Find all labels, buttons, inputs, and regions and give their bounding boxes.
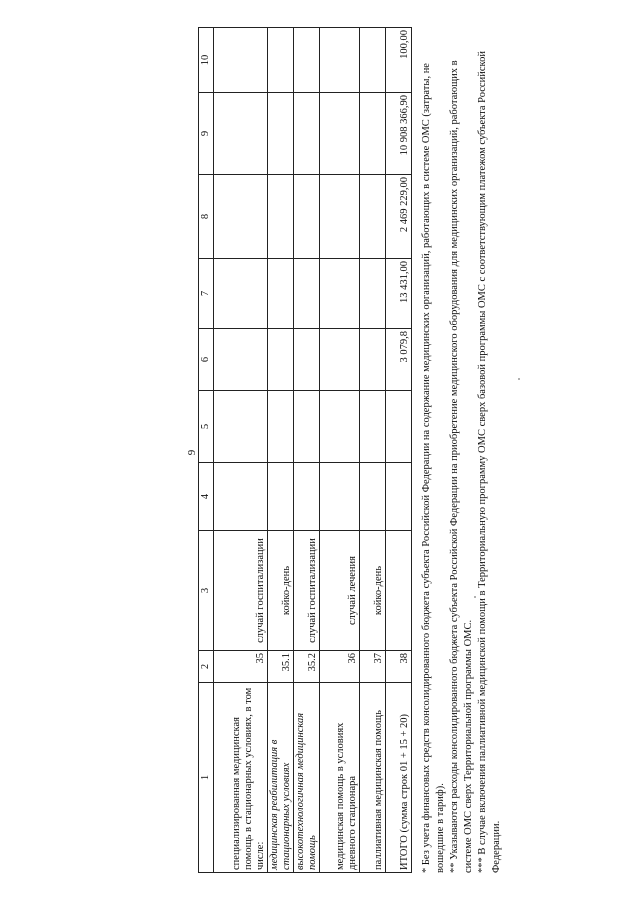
row-35-1-col8 xyxy=(268,175,294,259)
row-38-col10: 100,00 xyxy=(386,28,412,93)
column-header-8: 8 xyxy=(199,175,214,259)
column-header-5: 5 xyxy=(199,391,214,463)
row-36-name: медицинская помощь в условиях дневного стационара xyxy=(320,683,360,873)
column-header-6: 6 xyxy=(199,329,214,391)
row-35-name: специализированная медицинская помощь в стационарных условиях, в том числе: xyxy=(214,683,268,873)
row-35-2-code: 35.2 xyxy=(294,651,320,683)
row-35-col6 xyxy=(214,329,268,391)
row-37-col5 xyxy=(360,391,386,463)
footnote-2: ** Указываются расходы консолидированного бюджета субъекта Российской Федерации на приобретение медицинского оборудования для медицинских организаций, работающих в системе ОМС сверх Территориальной программы ОМС. xyxy=(449,60,474,873)
row-38-col9: 10 908 366,90 xyxy=(386,93,412,175)
row-36-col5 xyxy=(320,391,360,463)
row-35-col5 xyxy=(214,391,268,463)
column-header-2: 2 xyxy=(199,651,214,683)
table-row xyxy=(268,28,294,873)
row-35-code: 35 xyxy=(214,651,268,683)
row-35-2-col4 xyxy=(294,463,320,531)
column-header-4: 4 xyxy=(199,463,214,531)
scan-speck xyxy=(474,596,476,598)
row-35-2-col6 xyxy=(294,329,320,391)
row-36-unit: случай лечения xyxy=(320,531,360,651)
row-38-name: ИТОГО (сумма строк 01 + 15 + 20) xyxy=(386,683,412,873)
table-row xyxy=(360,28,386,873)
page-number: 9 xyxy=(186,449,198,456)
table-row-total xyxy=(386,28,412,873)
row-35-1-name: медицинская реабилитация в стационарных условиях xyxy=(268,683,294,873)
row-37-col4 xyxy=(360,463,386,531)
row-37-col7 xyxy=(360,259,386,329)
row-35-col8 xyxy=(214,175,268,259)
table-row xyxy=(294,28,320,873)
row-36-col8 xyxy=(320,175,360,259)
row-37-name: паллиативная медицинская помощь xyxy=(360,683,386,873)
footnotes xyxy=(420,28,504,873)
row-35-2-col9 xyxy=(294,93,320,175)
row-35-1-code: 35.1 xyxy=(268,651,294,683)
row-35-1-col6 xyxy=(268,329,294,391)
row-38-col6: 3 079,8 xyxy=(386,329,412,391)
row-35-1-col10 xyxy=(268,28,294,93)
footnote-3: *** В случае включения паллиативной медицинской помощи в Территориальную программу ОМС сверх базовой программы ОМС с соответствующим платежом субъекта Российской Федерации. xyxy=(477,51,502,873)
row-38-code: 38 xyxy=(386,651,412,683)
row-37-col6 xyxy=(360,329,386,391)
financing-table xyxy=(198,27,412,873)
table-header-row xyxy=(199,28,214,873)
row-38-col4 xyxy=(386,463,412,531)
row-38-col5 xyxy=(386,391,412,463)
scan-speck xyxy=(518,378,520,380)
row-38-unit xyxy=(386,531,412,651)
row-35-1-unit: койко-день xyxy=(268,531,294,651)
row-36-col7 xyxy=(320,259,360,329)
row-35-col9 xyxy=(214,93,268,175)
column-header-9: 9 xyxy=(199,93,214,175)
column-header-3: 3 xyxy=(199,531,214,651)
table-row xyxy=(320,28,360,873)
table-row xyxy=(214,28,268,873)
row-37-col8 xyxy=(360,175,386,259)
row-37-unit: койко-день xyxy=(360,531,386,651)
row-36-col6 xyxy=(320,329,360,391)
row-38-col7: 13 431,00 xyxy=(386,259,412,329)
row-35-2-col10 xyxy=(294,28,320,93)
row-37-col10 xyxy=(360,28,386,93)
column-header-10: 10 xyxy=(199,28,214,93)
row-35-col10 xyxy=(214,28,268,93)
row-35-2-name: высокотехнологичная медицинская помощь xyxy=(294,683,320,873)
row-36-code: 36 xyxy=(320,651,360,683)
row-35-col7 xyxy=(214,259,268,329)
row-35-1-col4 xyxy=(268,463,294,531)
row-35-2-col5 xyxy=(294,391,320,463)
column-header-1: 1 xyxy=(199,683,214,873)
row-35-2-col8 xyxy=(294,175,320,259)
row-36-col10 xyxy=(320,28,360,93)
column-header-7: 7 xyxy=(199,259,214,329)
row-35-1-col9 xyxy=(268,93,294,175)
row-37-code: 37 xyxy=(360,651,386,683)
row-38-col8: 2 469 229,00 xyxy=(386,175,412,259)
row-35-unit: случай госпитализации xyxy=(214,531,268,651)
row-35-1-col5 xyxy=(268,391,294,463)
footnote-1: * Без учета финансовых средств консолидированного бюджета субъекта Российской Федерации на содержание медицинских организаций, работающих в системе ОМС (затраты, не вошедшие в тариф). xyxy=(421,63,446,873)
row-35-1-col7 xyxy=(268,259,294,329)
row-36-col9 xyxy=(320,93,360,175)
row-35-2-col7 xyxy=(294,259,320,329)
row-35-col4 xyxy=(214,463,268,531)
row-35-2-unit: случай госпитализации xyxy=(294,531,320,651)
row-36-col4 xyxy=(320,463,360,531)
row-37-col9 xyxy=(360,93,386,175)
